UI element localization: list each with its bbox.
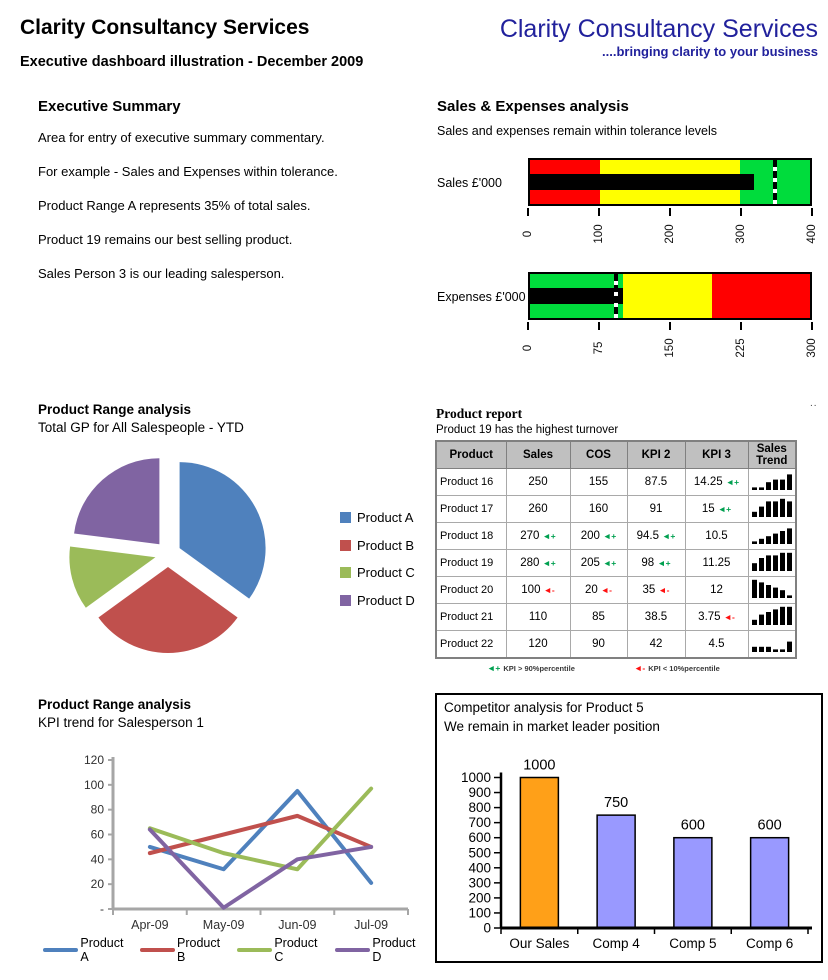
kpi-up-icon: ◄+ <box>602 558 617 568</box>
product-a-line-swatch <box>43 948 78 953</box>
y-axis-label: 1000 <box>460 770 491 785</box>
sparkline-bar <box>780 531 785 544</box>
kpi-down-icon: ◄- <box>723 612 735 622</box>
x-axis-label: Jun-09 <box>278 918 317 932</box>
sparkline-bar <box>773 587 778 597</box>
sparkline-bar <box>752 541 757 544</box>
product-d-line-swatch <box>335 948 370 953</box>
bar-comp-4 <box>597 815 635 928</box>
sparkline-bar <box>780 606 785 624</box>
cell-value: 85 <box>592 611 605 623</box>
cell-product: Product 17 <box>436 496 506 523</box>
sparkline-bar <box>787 528 792 544</box>
sparkline-bar <box>766 612 771 625</box>
axis-tick <box>669 322 671 330</box>
y-axis-label: 400 <box>468 860 491 876</box>
line-section-title: Product Range analysis <box>38 697 192 712</box>
cell-sales <box>506 604 570 631</box>
bar-value-label: 750 <box>604 795 629 812</box>
cell-value: 205 <box>580 557 600 569</box>
cell-value: 20 <box>584 584 598 596</box>
cell-kpi2 <box>627 604 685 631</box>
axis-tick <box>740 322 742 330</box>
cell-kpi3 <box>685 604 748 631</box>
cell-cos <box>570 523 627 550</box>
cell-value: 280 <box>520 557 540 569</box>
sparkline-bar <box>787 501 792 517</box>
axis-tick-label: 0 <box>522 230 534 238</box>
sparkline-bar <box>780 649 785 652</box>
sparkline-bar <box>759 506 764 516</box>
sparkline-bar <box>773 479 778 489</box>
sparkline-bar <box>752 579 757 597</box>
y-axis-label: 60 <box>90 827 104 842</box>
sparkline-chart <box>751 606 793 626</box>
kpi-down-icon: ◄- <box>600 585 613 595</box>
table-legend-high <box>487 663 575 673</box>
line-series-product-a <box>150 791 371 883</box>
legend-item-product-c <box>237 936 329 964</box>
sparkline-bar <box>752 487 757 490</box>
cell-product: Product 19 <box>436 550 506 577</box>
sparkline-bar <box>752 511 757 516</box>
cell-sales <box>506 523 570 550</box>
col-sales: Sales <box>506 441 570 469</box>
table-row <box>436 631 796 659</box>
col-product: Product <box>436 441 506 469</box>
legend-item-product-b <box>140 936 231 964</box>
cell-value: 94.5 <box>636 530 659 542</box>
cell-value: 12 <box>710 584 723 596</box>
sparkline-bar <box>780 552 785 570</box>
axis-tick <box>527 208 529 216</box>
kpi-up-icon: ◄+ <box>717 504 732 514</box>
axis-tick-label: 300 <box>806 338 818 358</box>
legend-label: Product A <box>357 510 414 526</box>
legend-item-product-d <box>340 587 415 615</box>
sparkline-bar <box>787 595 792 598</box>
kpi-up-icon: ◄+ <box>542 558 556 568</box>
y-axis-label: 600 <box>468 830 491 846</box>
cell-product: Product 20 <box>436 577 506 604</box>
summary-line: Sales Person 3 is our leading salesperson. <box>38 266 285 281</box>
axis-tick <box>811 322 813 330</box>
summary-line: For example - Sales and Expenses within tolerance. <box>38 164 338 179</box>
cell-cos <box>570 469 627 496</box>
axis-tick <box>598 208 600 216</box>
cell-sales <box>506 469 570 496</box>
sparkline-bar <box>780 590 785 598</box>
summary-line: Area for entry of executive summary commentary. <box>38 130 325 145</box>
cell-kpi2 <box>627 631 685 659</box>
line-legend <box>40 936 430 964</box>
table-row <box>436 523 796 550</box>
sparkline-chart <box>751 498 793 518</box>
sales-expenses-subtitle: Sales and expenses remain within tolerance levels <box>437 124 718 138</box>
axis-tick-label: 150 <box>664 338 676 358</box>
legend-label: Product C <box>274 936 318 964</box>
bar-category-label: Comp 5 <box>669 936 717 951</box>
cell-value: 98 <box>641 557 655 569</box>
page-subtitle: Executive dashboard illustration - December 2009 <box>20 54 364 70</box>
bullet-target-marker <box>614 274 618 318</box>
col-cos: COS <box>570 441 627 469</box>
cell-value: 270 <box>520 530 540 542</box>
cell-value: 250 <box>528 476 548 488</box>
y-axis-label: 200 <box>468 890 491 906</box>
sparkline-bar <box>780 498 785 516</box>
axis-tick-label: 225 <box>735 338 747 358</box>
bullet-measure-bar <box>530 288 623 305</box>
sparkline-chart <box>751 552 793 572</box>
expenses-bullet-track <box>528 272 812 320</box>
axis-tick <box>598 322 600 330</box>
axis-tick-label: 300 <box>735 224 747 244</box>
y-axis-label: 800 <box>468 800 491 816</box>
cell-product: Product 22 <box>436 631 506 659</box>
legend-label: Product D <box>372 936 416 964</box>
axis-tick-label: 400 <box>806 224 818 244</box>
bar-value-label: 600 <box>757 817 782 834</box>
y-axis-label: 20 <box>90 877 104 892</box>
sparkline-chart <box>751 525 793 545</box>
bar-our-sales <box>520 778 558 929</box>
sparkline-bar <box>787 474 792 490</box>
sparkline-bar <box>773 501 778 517</box>
y-axis-label: 300 <box>468 875 491 891</box>
product-c-swatch <box>340 567 351 578</box>
competitor-title: Competitor analysis for Product 5 <box>444 700 644 715</box>
product-a-swatch <box>340 512 351 523</box>
sparkline-chart <box>751 579 793 599</box>
sparkline-bar <box>752 563 757 571</box>
kpi-up-icon: ◄+ <box>662 531 676 541</box>
product-report-subtitle: Product 19 has the highest turnover <box>436 424 619 436</box>
pie-slice-product-d <box>74 458 159 544</box>
cell-value: 10.5 <box>705 530 728 542</box>
cell-value: 38.5 <box>644 611 668 623</box>
bullet-target-marker <box>773 160 777 204</box>
cell-sales <box>506 496 570 523</box>
axis-tick <box>740 208 742 216</box>
axis-tick <box>811 208 813 216</box>
cell-value: 200 <box>580 530 600 542</box>
x-axis-label: Jul-09 <box>354 918 389 932</box>
kpi-down-icon: ◄- <box>658 585 670 595</box>
competitor-subtitle: We remain in market leader position <box>444 719 660 734</box>
y-axis-label: 80 <box>90 802 104 817</box>
cell-cos <box>570 604 627 631</box>
bullet-measure-bar <box>530 174 754 191</box>
pie-slice-product-a <box>180 462 266 599</box>
sparkline-bar <box>787 606 792 624</box>
cell-kpi3 <box>685 550 748 577</box>
summary-line: Product Range A represents 35% of total sales. <box>38 198 311 213</box>
legend-item-product-b <box>340 532 415 560</box>
sparkline-bar <box>766 646 771 651</box>
sparkline-bar <box>787 552 792 570</box>
cell-sales-trend <box>748 631 796 659</box>
y-axis-label: 40 <box>90 852 104 867</box>
expenses-bullet-label: Expenses £'000 <box>437 290 526 304</box>
kpi-up-icon: ◄+ <box>542 531 556 541</box>
cell-value: 15 <box>701 503 715 515</box>
cell-value: 4.5 <box>708 638 725 650</box>
cell-sales-trend <box>748 496 796 523</box>
y-axis-label: - <box>100 902 104 916</box>
table-row <box>436 577 796 604</box>
cell-sales-trend <box>748 604 796 631</box>
cell-sales <box>506 577 570 604</box>
sales-bullet-axis <box>522 206 818 264</box>
sparkline-bar <box>759 538 764 543</box>
y-axis-label: 700 <box>468 815 491 831</box>
y-axis-label: 900 <box>468 785 491 801</box>
y-axis-label: 0 <box>483 920 491 936</box>
x-axis-label: Apr-09 <box>131 918 169 932</box>
bar-comp-6 <box>751 838 789 928</box>
y-axis-label: 120 <box>83 753 104 767</box>
sparkline-bar <box>759 582 764 598</box>
table-header-row <box>436 441 796 469</box>
kpi-up-icon: ◄+ <box>657 558 671 568</box>
line-section-subtitle: KPI trend for Salesperson 1 <box>38 715 204 730</box>
pie-legend <box>340 504 415 614</box>
cell-product: Product 18 <box>436 523 506 550</box>
cell-sales-trend <box>748 469 796 496</box>
table-row <box>436 469 796 496</box>
cell-kpi3 <box>685 631 748 659</box>
cell-cos <box>570 631 627 659</box>
logo-title: Clarity Consultancy Services <box>499 15 818 43</box>
col-kpi2: KPI 2 <box>627 441 685 469</box>
cell-sales <box>506 550 570 577</box>
axis-tick-label: 100 <box>593 224 605 244</box>
cell-cos <box>570 550 627 577</box>
table-body <box>436 469 796 659</box>
sparkline-bar <box>759 558 764 571</box>
sparkline-bar <box>752 646 757 651</box>
cell-kpi3 <box>685 496 748 523</box>
sparkline-bar <box>766 501 771 517</box>
cell-value: 87.5 <box>644 476 668 488</box>
sparkline-chart <box>751 633 793 653</box>
sparkline-bar <box>780 479 785 489</box>
legend-item-product-a <box>340 504 415 532</box>
page-title: Clarity Consultancy Services <box>20 16 310 39</box>
kpi-up-icon: ◄+ <box>602 531 617 541</box>
sparkline-bar <box>773 533 778 543</box>
bar-category-label: Comp 4 <box>592 936 640 951</box>
y-axis-label: 500 <box>468 845 491 861</box>
sparkline-bar <box>773 555 778 571</box>
sparkline-bar <box>752 619 757 624</box>
sparkline-bar <box>759 614 764 624</box>
pie-section-subtitle: Total GP for All Salespeople - YTD <box>38 420 244 435</box>
cell-value: 11.25 <box>702 557 731 569</box>
product-pie-chart <box>40 442 332 670</box>
bar-value-label: 600 <box>680 817 705 834</box>
cell-sales <box>506 631 570 659</box>
cell-kpi3 <box>685 523 748 550</box>
executive-summary-body <box>38 121 338 291</box>
bar-value-label: 1000 <box>523 757 556 774</box>
line-series-product-b <box>150 816 371 853</box>
cell-value: 160 <box>588 503 609 515</box>
cell-kpi2 <box>627 550 685 577</box>
cell-value: 35 <box>642 584 656 596</box>
legend-label: Product B <box>357 537 415 553</box>
cell-product: Product 16 <box>436 469 506 496</box>
corner-dots: .. <box>810 398 818 409</box>
sparkline-bar <box>759 487 764 490</box>
executive-summary-title: Executive Summary <box>38 98 181 115</box>
col-kpi3: KPI 3 <box>685 441 748 469</box>
table-legend-low <box>634 663 720 673</box>
bar-comp-5 <box>674 838 712 928</box>
cell-kpi2 <box>627 496 685 523</box>
cell-value: 91 <box>649 503 663 515</box>
legend-item-product-d <box>335 936 427 964</box>
y-axis-label: 100 <box>468 905 491 921</box>
sparkline-bar <box>766 536 771 544</box>
kpi-line-chart <box>30 733 430 935</box>
axis-tick-label: 200 <box>664 224 676 244</box>
sparkline-bar <box>759 646 764 651</box>
cell-kpi3 <box>685 469 748 496</box>
cell-value: 110 <box>528 611 548 623</box>
sparkline-bar <box>773 609 778 625</box>
kpi-up-icon: ◄+ <box>725 477 740 487</box>
cell-kpi2 <box>627 469 685 496</box>
table-row <box>436 550 796 577</box>
axis-tick <box>669 208 671 216</box>
sparkline-bar <box>766 585 771 598</box>
product-report-table <box>435 440 797 659</box>
kpi-down-icon: ◄- <box>634 663 646 673</box>
bar-category-label: Comp 6 <box>745 936 794 951</box>
legend-item-product-a <box>43 936 134 964</box>
product-d-swatch <box>340 595 351 606</box>
axis-tick-label: 0 <box>522 344 534 352</box>
sparkline-bar <box>773 649 778 652</box>
cell-value: 260 <box>528 503 548 515</box>
product-c-line-swatch <box>237 948 272 953</box>
cell-sales-trend <box>748 577 796 604</box>
kpi-up-label: KPI > 90%percentile <box>503 664 575 673</box>
legend-label: Product C <box>357 565 415 581</box>
logo-tagline: ....bringing clarity to your business <box>602 44 818 59</box>
competitor-analysis-panel <box>435 693 823 963</box>
sparkline-bar <box>766 482 771 490</box>
cell-sales-trend <box>748 550 796 577</box>
cell-value: 42 <box>649 638 663 650</box>
legend-label: Product B <box>177 936 221 964</box>
legend-item-product-c <box>340 559 415 587</box>
cell-value: 3.75 <box>698 611 721 623</box>
col-sales-trend: Sales Trend <box>748 441 796 469</box>
sparkline-bar <box>787 641 792 651</box>
legend-label: Product A <box>80 936 124 964</box>
cell-value: 100 <box>521 584 541 596</box>
bullet-band <box>623 274 712 318</box>
sparkline-chart <box>751 471 793 491</box>
cell-cos <box>570 577 627 604</box>
product-b-line-swatch <box>140 948 175 953</box>
company-logo <box>458 16 818 59</box>
cell-product: Product 21 <box>436 604 506 631</box>
cell-kpi2 <box>627 577 685 604</box>
axis-tick <box>527 322 529 330</box>
cell-value: 14.25 <box>693 476 723 488</box>
cell-cos <box>570 496 627 523</box>
cell-value: 120 <box>528 638 548 650</box>
competitor-bar-chart <box>437 695 821 961</box>
cell-kpi3 <box>685 577 748 604</box>
kpi-down-icon: ◄- <box>543 585 555 595</box>
x-axis-label: May-09 <box>202 918 245 932</box>
bullet-band <box>712 274 810 318</box>
table-row <box>436 496 796 523</box>
axis-tick-label: 75 <box>593 341 605 355</box>
product-b-swatch <box>340 540 351 551</box>
summary-line: Product 19 remains our best selling product. <box>38 232 293 247</box>
kpi-down-label: KPI < 10%percentile <box>648 664 720 673</box>
sparkline-bar <box>766 555 771 571</box>
expenses-bullet-axis <box>522 320 818 378</box>
cell-value: 90 <box>592 638 605 650</box>
cell-kpi2 <box>627 523 685 550</box>
cell-value: 155 <box>588 476 609 488</box>
product-report-title: Product report <box>436 406 523 421</box>
kpi-up-icon: ◄+ <box>487 663 501 673</box>
pie-section-title: Product Range analysis <box>38 402 192 417</box>
cell-sales-trend <box>748 523 796 550</box>
sales-bullet-track <box>528 158 812 206</box>
bar-category-label: Our Sales <box>509 936 570 951</box>
table-row <box>436 604 796 631</box>
legend-label: Product D <box>357 592 415 608</box>
sales-expenses-title: Sales & Expenses analysis <box>437 98 629 115</box>
y-axis-label: 100 <box>83 777 104 792</box>
sales-bullet-label: Sales £'000 <box>437 176 502 190</box>
